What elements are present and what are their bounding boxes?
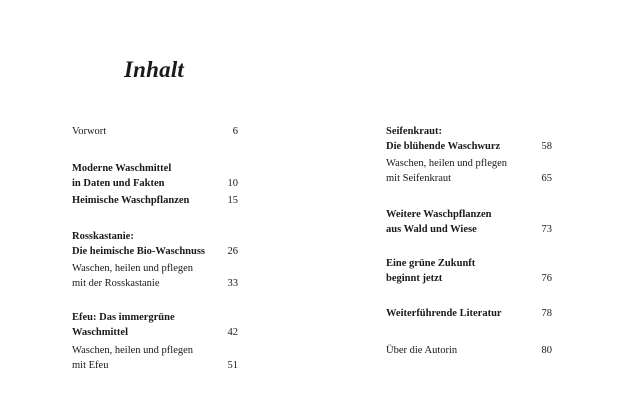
toc-entry-efeu[interactable]: [72, 311, 238, 340]
toc-entry-title-line-2: Die blühende Waschwurz: [386, 140, 501, 152]
toc-entry-title-line-2: mit Seifenkraut: [386, 172, 452, 184]
toc-entry-title-line-2: Waschmittel: [72, 326, 128, 338]
toc-entry-title-line-1: Efeu: Das immergrüne: [72, 312, 175, 323]
toc-entry-title-line-1: Seifenkraut:: [386, 126, 442, 137]
toc-entry-title-line-1: Moderne Waschmittel: [72, 163, 172, 174]
toc-entry-page: 73: [541, 223, 552, 235]
toc-entry-heimische-waschpflanzen[interactable]: [72, 194, 238, 209]
toc-entry-rosskastanie-anwendung[interactable]: [72, 262, 238, 291]
toc-entry-title-line-1: Eine grüne Zukunft: [386, 258, 476, 269]
toc-entry-efeu-anwendung[interactable]: [72, 344, 238, 373]
toc-entry-title-line-2: beginnt jetzt: [386, 272, 443, 284]
toc-entry-page: 78: [541, 308, 552, 319]
toc-entry-vorwort[interactable]: [72, 125, 238, 140]
toc-entry-title-line-1: Waschen, heilen und pflegen: [72, 345, 194, 356]
toc-entry-page: 33: [227, 277, 238, 289]
toc-entry-page: 65: [541, 172, 552, 184]
toc-entry-page: 76: [541, 272, 552, 284]
toc-entry-page: 51: [227, 359, 238, 371]
toc-entry-literatur[interactable]: [386, 307, 552, 322]
toc-entry-gruene-zukunft[interactable]: [386, 257, 552, 286]
toc-entry-title: Weiterführende Literatur: [386, 308, 502, 319]
toc-entry-title: Über die Autorin: [386, 345, 458, 356]
toc-entry-moderne-waschmittel[interactable]: [72, 162, 238, 191]
toc-entry-page: 26: [227, 245, 238, 257]
toc-entry-seifenkraut[interactable]: [386, 125, 552, 154]
toc-entry-title-line-2: Die heimische Bio-Waschnuss: [72, 245, 206, 257]
toc-entry-page: 80: [541, 345, 552, 356]
toc-entry-title-line-1: Waschen, heilen und pflegen: [386, 158, 508, 169]
toc-entry-title: Heimische Waschpflanzen: [72, 195, 190, 206]
toc-entry-title-line-1: Waschen, heilen und pflegen: [72, 263, 194, 274]
toc-entry-title-line-2: in Daten und Fakten: [72, 177, 165, 189]
toc-entry-title-line-1: Weitere Waschpflanzen: [386, 209, 492, 220]
toc-entry-page: 6: [232, 126, 238, 137]
toc-entry-title-line-2: aus Wald und Wiese: [386, 223, 477, 235]
toc-entry-autorin[interactable]: [386, 344, 552, 359]
page-title: Inhalt: [124, 57, 185, 82]
toc-entry-title-line-2: mit der Rosskastanie: [72, 277, 160, 289]
toc-entry-title-line-1: Rosskastanie:: [72, 231, 134, 242]
toc-entry-title-line-2: mit Efeu: [72, 359, 109, 371]
toc-entry-page: 15: [227, 195, 238, 206]
toc-entry-page: 42: [227, 326, 238, 338]
toc-entry-weitere-waschpflanzen[interactable]: [386, 208, 552, 237]
toc-entry-page: 58: [541, 140, 552, 152]
toc-entry-rosskastanie[interactable]: [72, 230, 238, 259]
toc-entry-title: Vorwort: [72, 126, 107, 137]
toc-entry-page: 10: [227, 177, 238, 189]
toc-entry-seifenkraut-anwendung[interactable]: [386, 157, 552, 186]
